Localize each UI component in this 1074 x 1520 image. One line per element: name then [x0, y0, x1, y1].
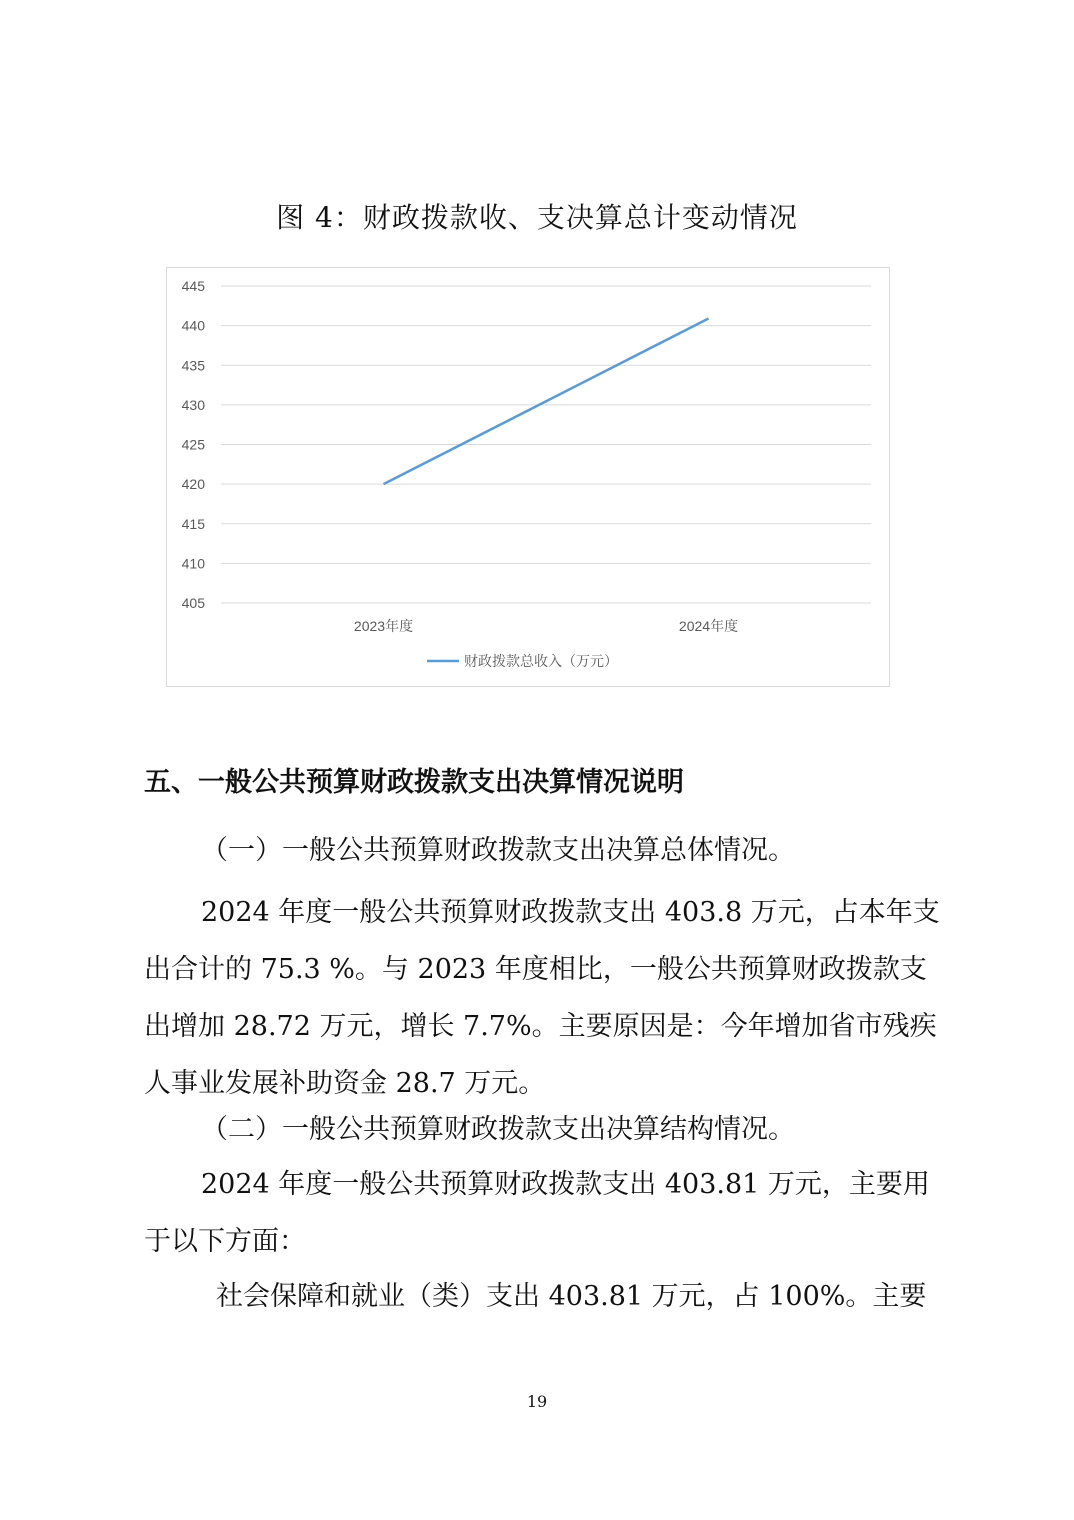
legend-label: 财政拨款总收入（万元）	[464, 653, 618, 669]
paragraph-3: 社会保障和就业（类）支出 403.81 万元，占 100%。主要	[216, 1281, 927, 1312]
subheading-2: （二）一般公共预算财政拨款支出决算结构情况。	[201, 1114, 795, 1145]
y-tick-label: 415	[181, 515, 205, 532]
y-tick-label: 425	[181, 436, 205, 453]
x-tick-label: 2024年度	[678, 618, 739, 634]
section-heading: 五、一般公共预算财政拨款支出决算情况说明	[144, 767, 684, 798]
y-tick-label: 430	[181, 396, 205, 413]
figure-title: 图 4：财政拨款收、支决算总计变动情况	[276, 201, 798, 234]
y-tick-label: 405	[181, 595, 205, 611]
series-line	[384, 318, 709, 484]
y-tick-label: 445	[181, 278, 205, 294]
y-tick-label: 435	[181, 357, 205, 374]
chart-canvas	[167, 268, 891, 688]
x-tick-label: 2023年度	[353, 618, 414, 634]
y-tick-label: 440	[181, 317, 205, 334]
y-tick-label: 410	[181, 555, 205, 572]
y-tick-label: 420	[181, 476, 205, 493]
page-number: 19	[526, 1392, 548, 1411]
subheading-1: （一）一般公共预算财政拨款支出决算总体情况。	[201, 835, 795, 866]
paragraph-2: 2024 年度一般公共预算财政拨款支出 403.81 万元，主要用于以下方面：	[144, 1169, 930, 1257]
paragraph-1: 2024 年度一般公共预算财政拨款支出 403.8 万元，占本年支出合计的 75.3 %。与 2023 年度相比，一般公共预算财政拨款支出增加 28.72 万元，增长 7.7%。主要原因是：今年增加省市残疾人事业发展补助资金 28.7 万元。	[144, 897, 940, 1099]
line-chart	[166, 267, 890, 687]
